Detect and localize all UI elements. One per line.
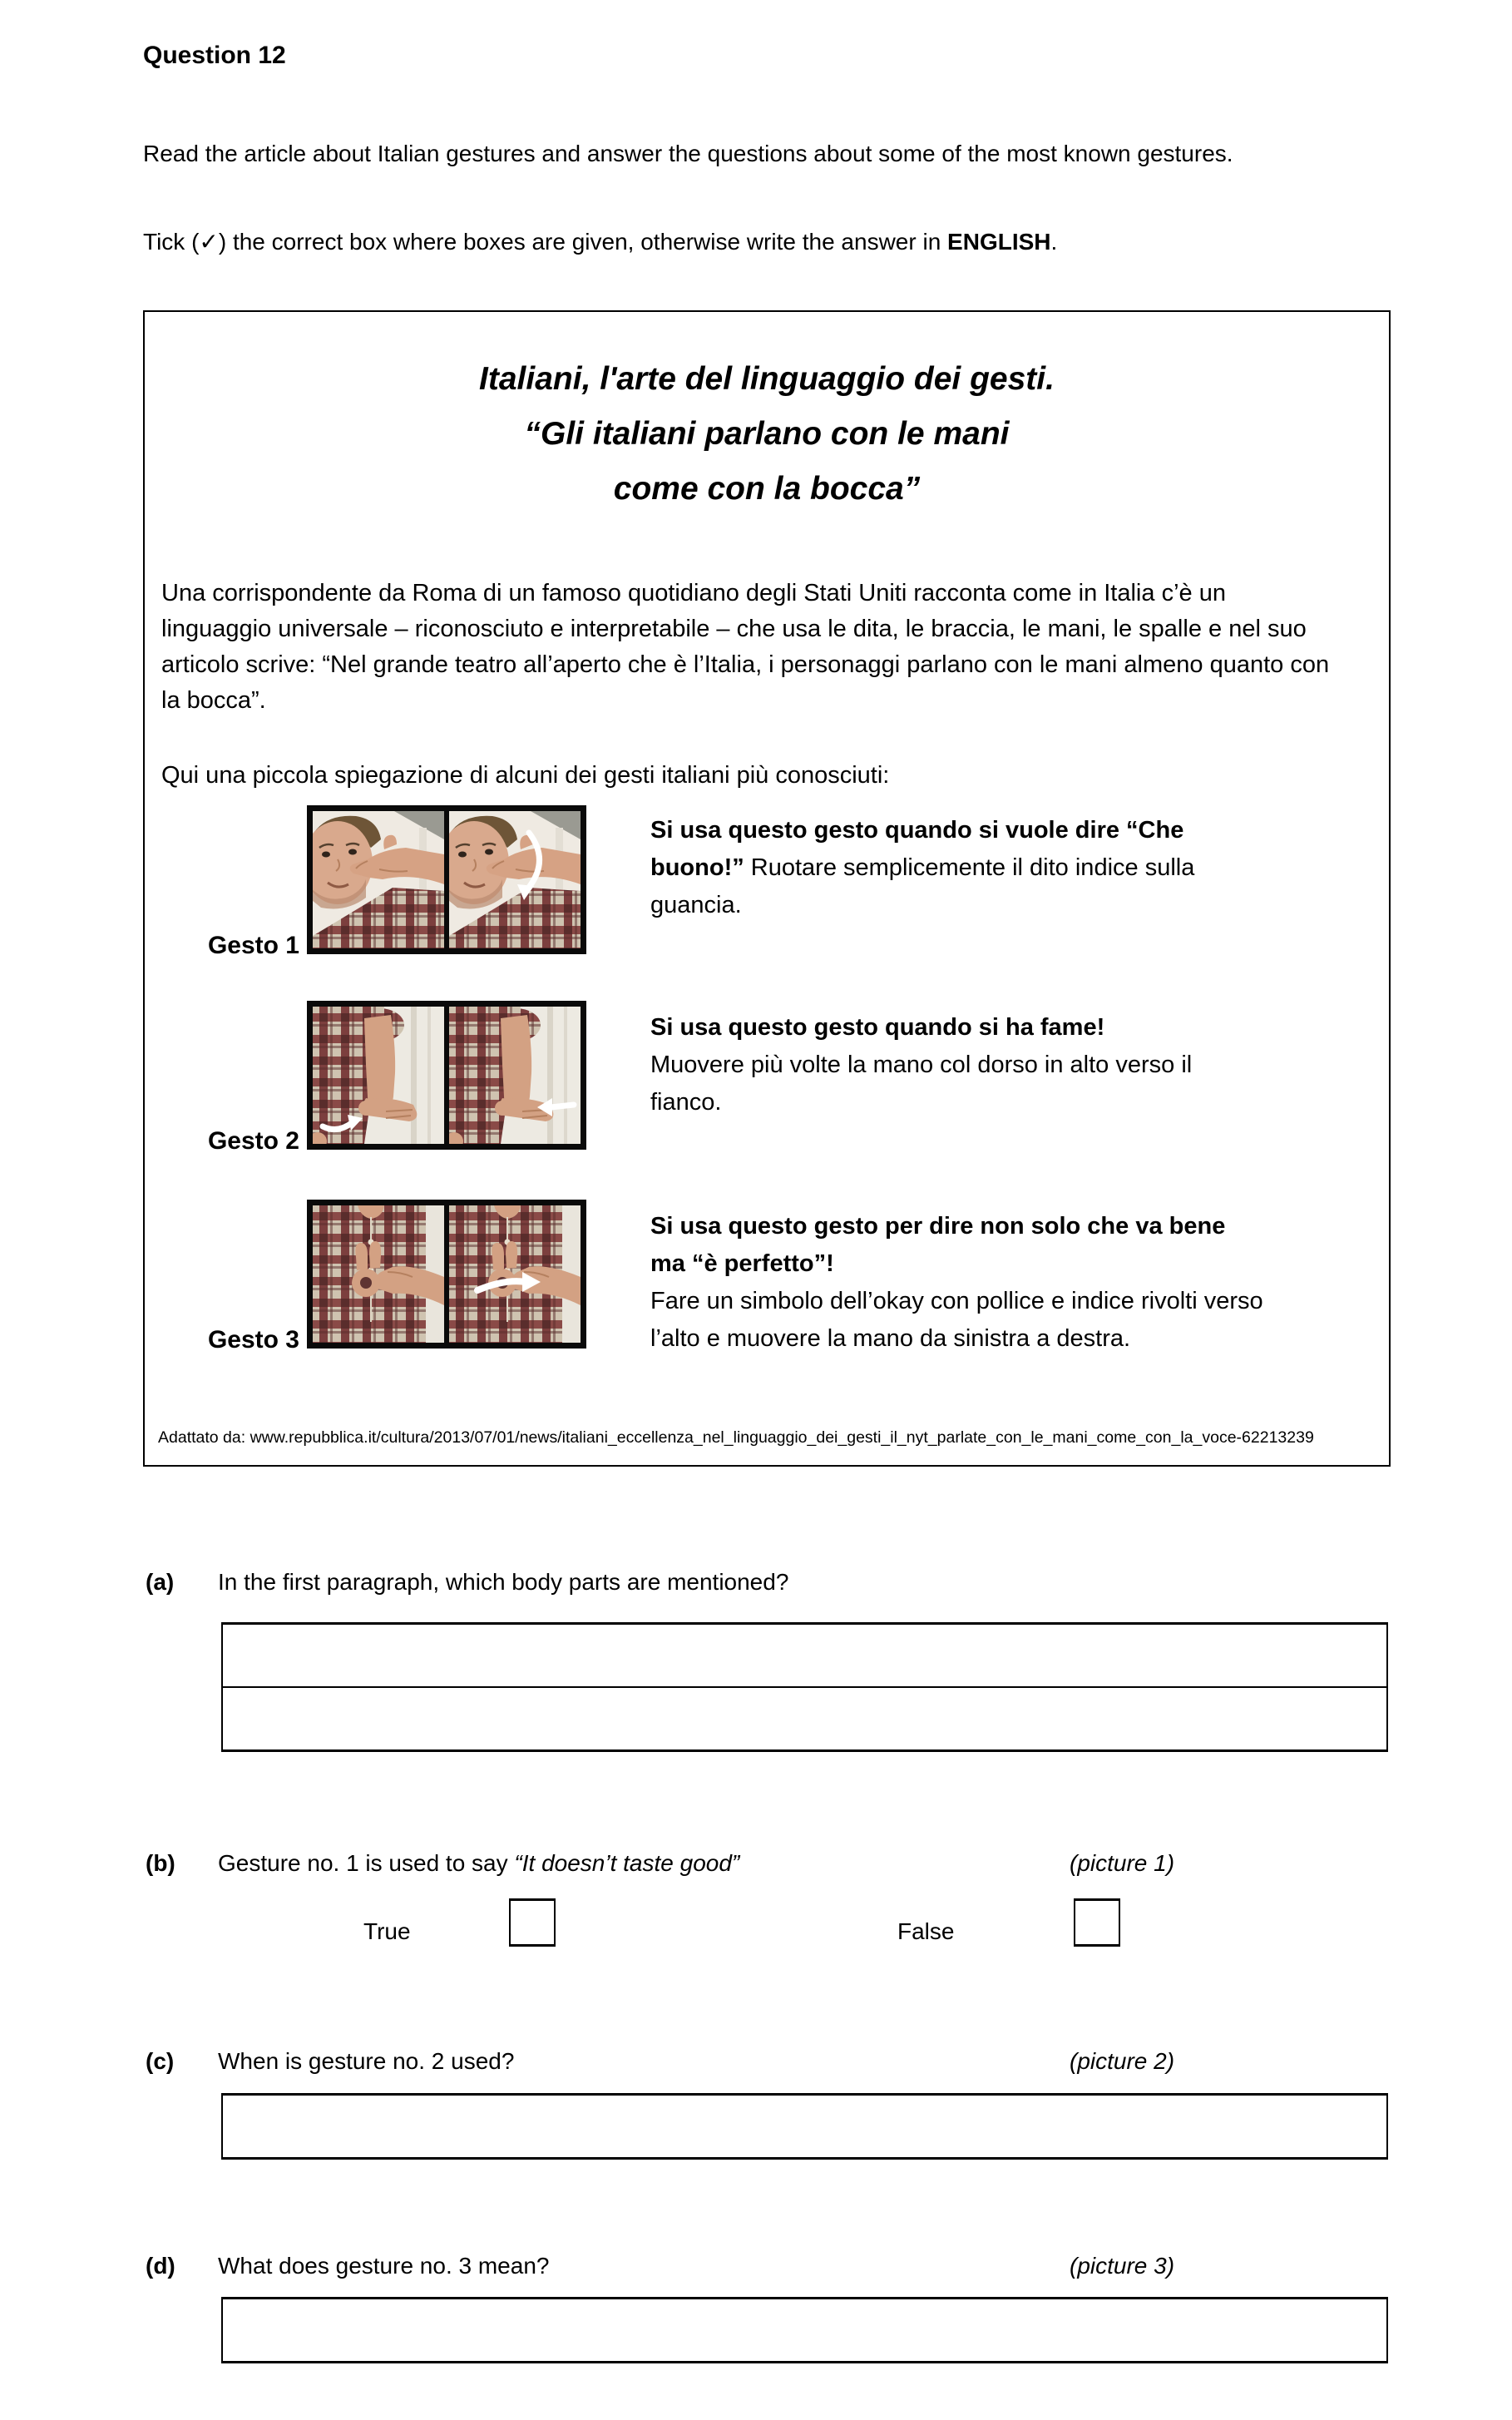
article-title bbox=[145, 352, 1389, 517]
article-title-line-2: “Gli italiani parlano con le mani bbox=[524, 416, 1010, 452]
tick-instruction-bold: ENGLISH bbox=[947, 229, 1051, 255]
article-paragraph: Una corrispondente da Roma di un famoso quotidiano degli Stati Uniti racconta come in Italia c’è un linguaggio universale – riconosciuto e interpretabile – che usa le dita, le braccia, le mani, le spalle e nel suo articolo scrive: “Nel grande teatro all’aperto che è l’Italia, i personaggi parlano con le mani almeno quanto con la bocca”. bbox=[161, 580, 1330, 714]
gesto-2-description bbox=[650, 1009, 1266, 1121]
answer-box-a-line-2[interactable] bbox=[223, 1686, 1386, 1749]
question-a-label: (a) bbox=[146, 1569, 175, 1595]
gesto-1-description-normal: Ruotare semplicemente il dito indice sulla guancia. bbox=[650, 854, 1195, 918]
article-title-line-1: Italiani, l'arte del linguaggio dei gesti. bbox=[479, 361, 1055, 397]
picture-3-reference: (picture 3) bbox=[1070, 2253, 1175, 2279]
tick-instruction-prefix: Tick (✓) the correct box where boxes are given, otherwise write the answer in bbox=[143, 229, 948, 255]
answer-box-a-line-1[interactable] bbox=[223, 1625, 1386, 1686]
gesto-2-description-normal: Muovere più volte la mano col dorso in alto verso il fianco. bbox=[650, 1052, 1193, 1116]
question-c-label: (c) bbox=[146, 2048, 175, 2074]
answer-box-d-line-1[interactable] bbox=[223, 2299, 1386, 2361]
article-title-line-3: come con la bocca” bbox=[613, 471, 921, 507]
answer-box-a[interactable] bbox=[221, 1622, 1388, 1752]
tick-instruction bbox=[143, 228, 1391, 255]
question-d-text: What does gesture no. 3 mean? bbox=[218, 2253, 550, 2279]
question-a-text: In the first paragraph, which body parts are mentioned? bbox=[218, 1569, 789, 1595]
question-b-label: (b) bbox=[146, 1850, 175, 1876]
article-lead-in: Qui una piccola spiegazione di alcuni dei gesti italiani più conosciuti: bbox=[161, 762, 890, 789]
intro-text: Read the article about Italian gestures and answer the questions about some of the most known gestures. bbox=[143, 141, 1233, 166]
gesto-3-description bbox=[650, 1208, 1266, 1358]
gesto-1-description bbox=[650, 812, 1266, 924]
true-label: True bbox=[363, 1918, 411, 1944]
question-c-text: When is gesture no. 2 used? bbox=[218, 2048, 515, 2074]
article-box bbox=[143, 310, 1391, 1467]
gesto-3-label: Gesto 3 bbox=[207, 1326, 299, 1354]
article-source: Adattato da: www.repubblica.it/cultura/2013/07/01/news/italiani_eccellenza_nel_linguaggio_dei_gesti_il_nyt_parlate_con_le_mani_come_con_la_voce-62213239 bbox=[158, 1428, 1314, 1447]
answer-box-d[interactable] bbox=[221, 2297, 1388, 2363]
gesto-2-label: Gesto 2 bbox=[207, 1127, 299, 1155]
question-b-text-prefix: Gesture no. 1 is used to say bbox=[218, 1850, 515, 1876]
gesto-1-description-bold: Si usa questo gesto quando si vuole dire “Che buono!” bbox=[650, 817, 1184, 881]
gesto-1-label: Gesto 1 bbox=[207, 932, 299, 959]
gesto-3-photo-pair bbox=[307, 1200, 586, 1349]
true-checkbox[interactable] bbox=[509, 1898, 556, 1947]
gesto-3-description-bold: Si usa questo gesto per dire non solo che va bene ma “è perfetto”! bbox=[650, 1213, 1226, 1277]
gesto-3-description-normal: Fare un simbolo dell’okay con pollice e indice rivolti verso l’alto e muovere la mano da sinistra a destra. bbox=[650, 1288, 1263, 1352]
gesto-1-photo-pair bbox=[307, 805, 586, 954]
picture-1-reference: (picture 1) bbox=[1070, 1850, 1175, 1876]
gesto-2-photo-pair bbox=[307, 1001, 586, 1150]
answer-box-c[interactable] bbox=[221, 2093, 1388, 2160]
tick-instruction-suffix: . bbox=[1050, 229, 1058, 255]
answer-box-c-line-1[interactable] bbox=[223, 2096, 1386, 2157]
gesto-2-description-bold: Si usa questo gesto quando si ha fame! bbox=[650, 1014, 1105, 1041]
question-d-label: (d) bbox=[146, 2253, 175, 2279]
question-heading: Question 12 bbox=[143, 42, 286, 69]
picture-2-reference: (picture 2) bbox=[1070, 2048, 1175, 2074]
question-b-text bbox=[218, 1850, 739, 1877]
false-checkbox[interactable] bbox=[1074, 1898, 1120, 1947]
false-label: False bbox=[897, 1918, 955, 1944]
question-b-quoted-phrase: “It doesn’t taste good” bbox=[514, 1850, 740, 1876]
